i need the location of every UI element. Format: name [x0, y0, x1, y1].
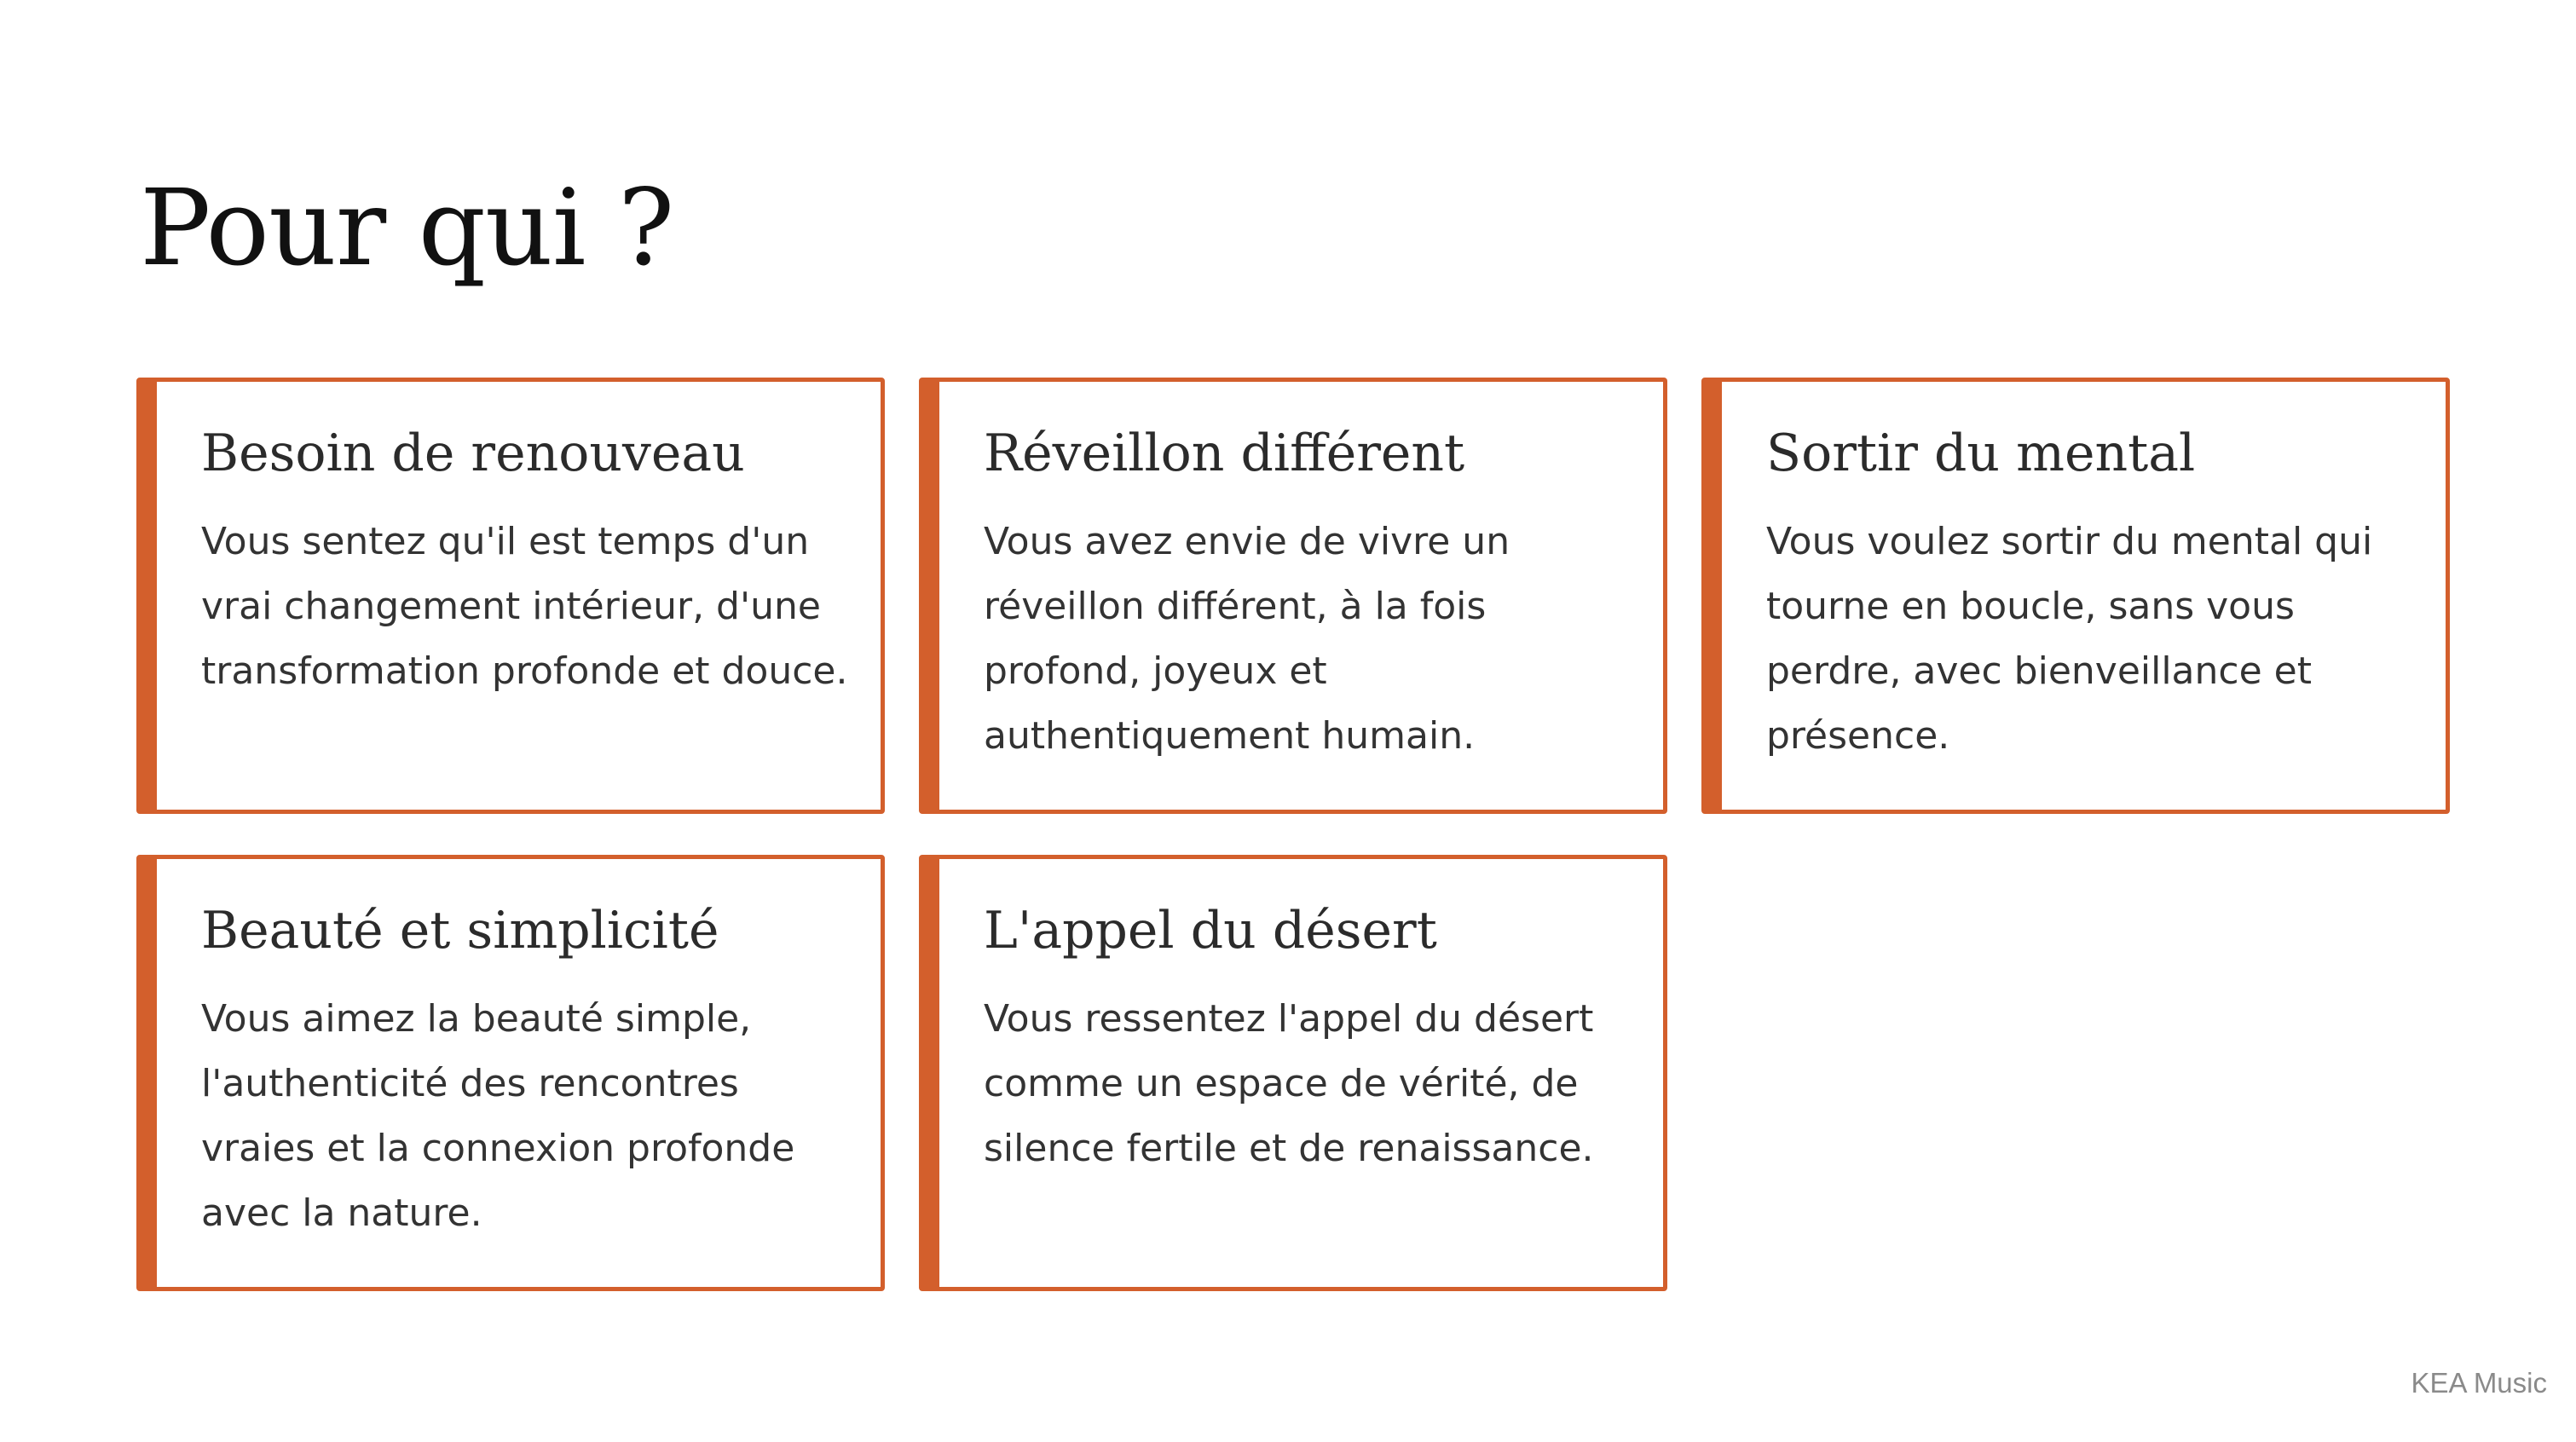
card-title: Besoin de renouveau [201, 424, 745, 483]
card-text: Vous ressentez l'appel du désert comme un espace de vérité, de silence fertile et de renaissance. [984, 997, 1594, 1170]
card-title: Réveillon différent [984, 424, 1465, 483]
card-text: Vous aimez la beauté simple, l'authenticité des rencontres vraies et la connexion profonde avec la nature. [201, 997, 795, 1235]
card-text: Vous sentez qu'il est temps d'un vrai changement intérieur, d'une transformation profonde et douce. [201, 520, 848, 693]
card-reveillon-different [919, 378, 1667, 814]
page-title: Pour qui ? [140, 167, 674, 290]
card-besoin-de-renouveau [136, 378, 885, 814]
card-title: L'appel du désert [984, 901, 1437, 960]
footer-brand: KEA Music [2411, 1367, 2547, 1399]
card-text: Vous avez envie de vivre un réveillon différent, à la fois profond, joyeux et authentiquement humain. [984, 520, 1510, 758]
card-sortir-du-mental [1701, 378, 2450, 814]
card-title: Beauté et simplicité [201, 901, 719, 960]
card-text: Vous voulez sortir du mental qui tourne en boucle, sans vous perdre, avec bienveillance et présence. [1766, 520, 2373, 758]
card-beaute-et-simplicite [136, 855, 885, 1291]
card-appel-du-desert [919, 855, 1667, 1291]
card-title: Sortir du mental [1766, 424, 2196, 483]
